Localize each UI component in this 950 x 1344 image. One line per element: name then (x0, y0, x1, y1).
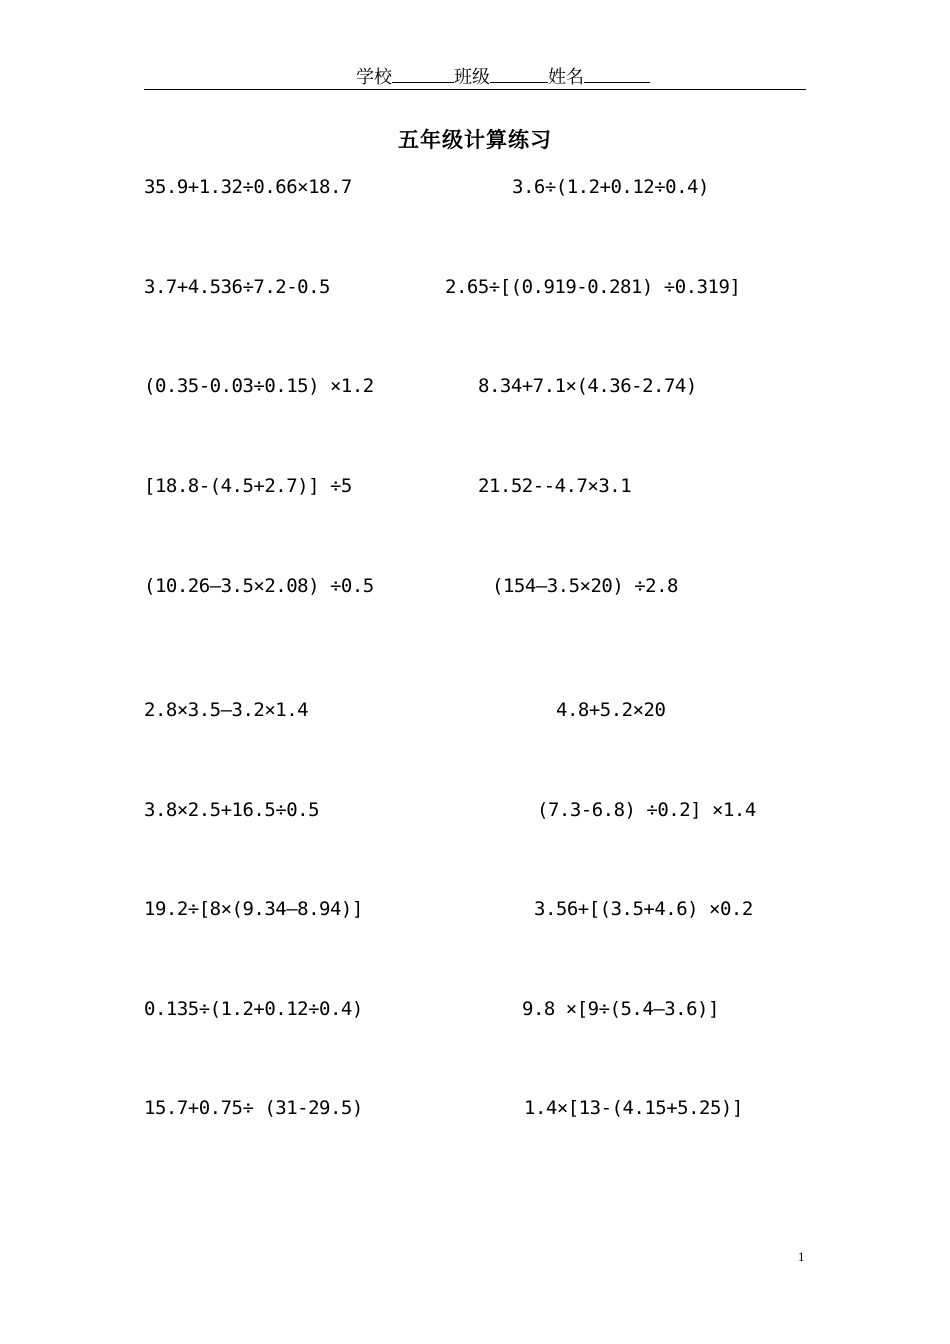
problem-4-left: [18.8-(4.5+2.7)] ÷5 (144, 475, 352, 497)
problem-7-left: 3.8×2.5+16.5÷0.5 (144, 799, 320, 821)
problem-10-left: 15.7+0.75÷ (31-29.5) (144, 1097, 363, 1119)
name-blank (584, 66, 650, 83)
problem-9-left: 0.135÷(1.2+0.12÷0.4) (144, 998, 363, 1020)
name-label: 姓名 (548, 67, 584, 88)
student-info-fields (356, 66, 650, 89)
problem-4-right: 21.52--4.7×3.1 (478, 475, 632, 497)
problem-3-left: (0.35-0.03÷0.15) ×1.2 (144, 375, 374, 397)
problem-9-right: 9.8 ×[9÷(5.4—3.6)] (522, 998, 719, 1020)
header-rule (144, 89, 806, 90)
school-label: 学校 (356, 67, 392, 88)
problem-8-right: 3.56+[(3.5+4.6) ×0.2 (534, 898, 753, 920)
problem-8-left: 19.2÷[8×(9.34—8.94)] (144, 898, 363, 920)
page-title: 五年级计算练习 (398, 128, 552, 152)
problem-10-right: 1.4×[13-(4.15+5.25)] (524, 1097, 743, 1119)
problem-2-right: 2.65÷[(0.919-0.281) ÷0.319] (445, 276, 741, 298)
class-blank (490, 66, 548, 83)
school-blank (392, 66, 454, 83)
problem-3-right: 8.34+7.1×(4.36-2.74) (478, 375, 697, 397)
problem-5-left: (10.26—3.5×2.08) ÷0.5 (144, 575, 374, 597)
problem-6-left: 2.8×3.5—3.2×1.4 (144, 699, 309, 721)
problem-1-right: 3.6÷(1.2+0.12÷0.4) (512, 176, 709, 198)
problem-5-right: (154—3.5×20) ÷2.8 (492, 575, 678, 597)
problem-7-right: (7.3-6.8) ÷0.2] ×1.4 (537, 799, 756, 821)
problem-1-left: 35.9+1.32÷0.66×18.7 (144, 176, 352, 198)
problem-6-right: 4.8+5.2×20 (556, 699, 666, 721)
page-number: 1 (798, 1249, 805, 1264)
class-label: 班级 (454, 67, 490, 88)
problem-2-left: 3.7+4.536÷7.2-0.5 (144, 276, 330, 298)
